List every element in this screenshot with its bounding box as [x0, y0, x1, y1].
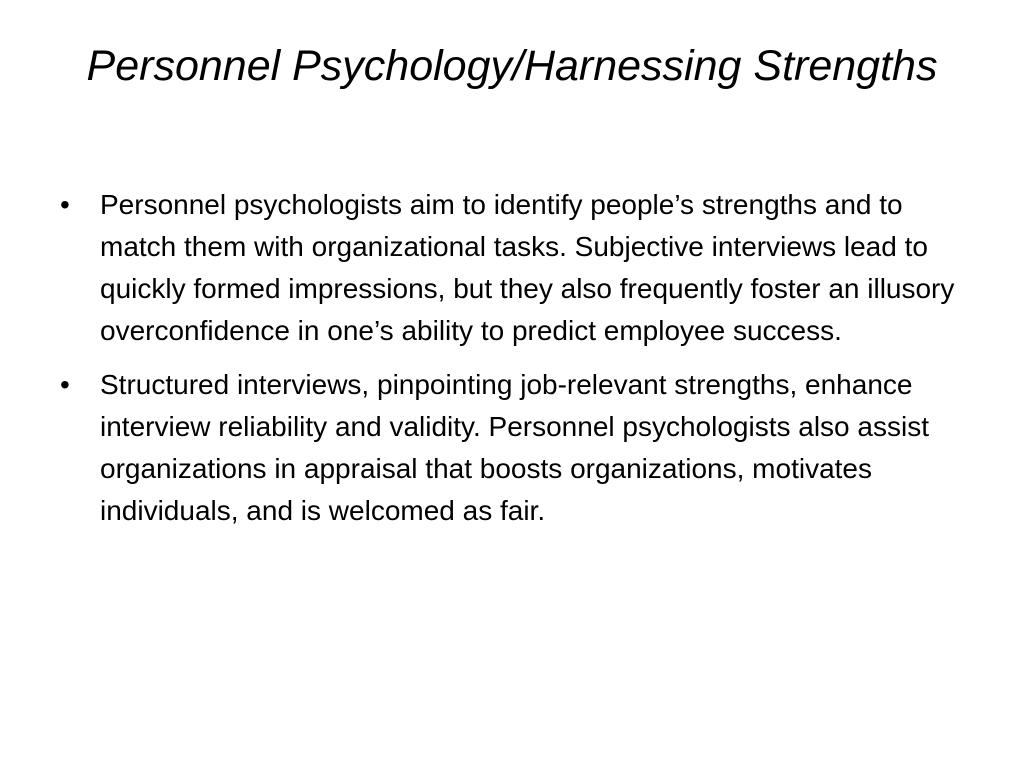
bullet-text: Personnel psychologists aim to identify people’s strengths and to match them with organizational tasks. Subjective interviews lead to quickly formed impressions, but they also frequently foster an illusory overconfidence in one’s ability to predict employee success.: [100, 189, 955, 346]
bullet-item: [56, 184, 966, 352]
bullet-text: Structured interviews, pinpointing job-relevant strengths, enhance interview reliability and validity. Personnel psychologists also assist organizations in appraisal that boosts organizations, motivates individuals, and is welcomed as fair.: [100, 369, 929, 526]
slide-title: Personnel Psychology/Harnessing Strengths: [86, 42, 938, 90]
bullet-item: [56, 364, 966, 532]
bullet-marker: •: [60, 189, 70, 220]
bullet-list: [56, 184, 966, 544]
bullet-marker: •: [60, 369, 70, 400]
